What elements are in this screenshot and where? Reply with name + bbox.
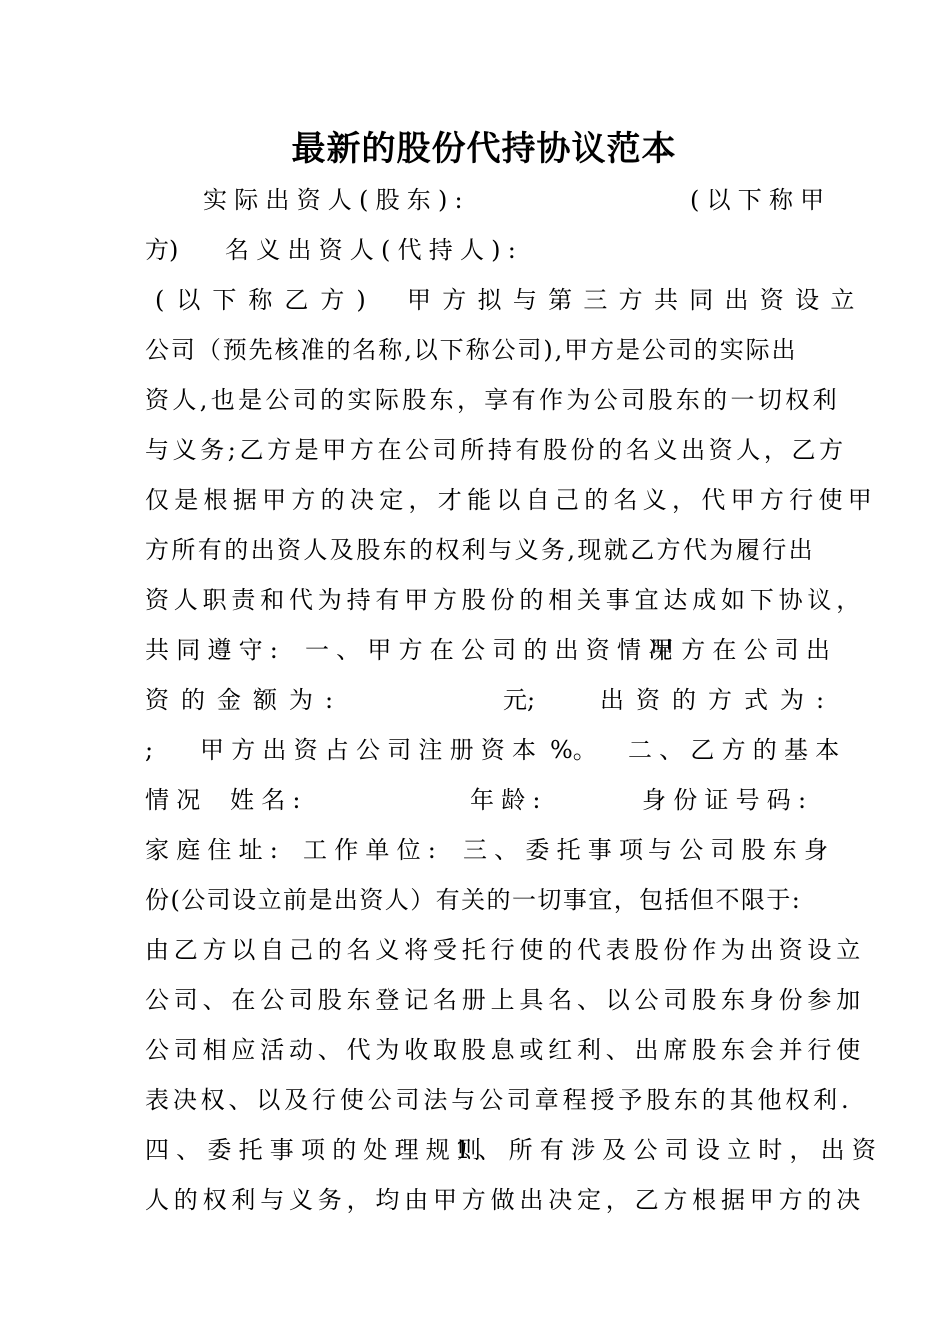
document-title: 最新的股份代持协议范本 (291, 129, 677, 169)
text-segment: 公司（预先核准的名称,以下称公司),甲方是公司的实际出 (145, 336, 798, 364)
text-segment: 情况 (145, 786, 208, 814)
section-heading-4: 四、委托事项的处理规则 (145, 1136, 489, 1164)
field-investment-method-label: 出资的方式为: (600, 686, 837, 714)
text-segment: 仅是根据甲方的决定，才能以自己的名义，代甲方行使甲 (145, 486, 877, 514)
body-line (145, 282, 866, 318)
text-segment: 1、所有涉及公司设立时，出资 (455, 1136, 884, 1164)
body-line (145, 432, 847, 468)
text-segment: 资人职责和代为持有甲方股份的相关事宜达成如下协议， (145, 586, 865, 614)
field-address-label: 家庭住址: (145, 836, 286, 864)
body-line (145, 1082, 853, 1118)
text-segment: 方) (145, 236, 179, 264)
body-line (145, 1032, 865, 1068)
field-employer-label: 工作单位: (303, 836, 444, 864)
body-line (145, 932, 865, 968)
text-segment: 甲方在公司出 (650, 636, 838, 664)
text-segment: (以下称甲 (690, 186, 832, 214)
text-segment: 人的权利与义务，均由甲方做出决定，乙方根据甲方的决 (145, 1186, 865, 1214)
text-segment: 份(公司设立前是出资人）有关的一切事宜，包括但不限于: (145, 886, 802, 914)
text-segment: %。 (550, 736, 597, 764)
text-segment: 表决权、以及行使公司法与公司章程授予股东的其他权利. (145, 1086, 853, 1114)
field-investment-amount-label: 资的金额为: (145, 686, 346, 714)
text-segment: (以下称乙方) (155, 286, 378, 314)
field-actual-investor-label: 实际出资人(股东): (203, 186, 470, 214)
text-segment: 公司相应活动、代为收取股息或红利、出席股东会并行使 (145, 1036, 865, 1064)
body-line (145, 732, 847, 768)
body-line (145, 1132, 884, 1168)
body-line (145, 482, 877, 518)
text-segment: 与公司股东身 (648, 836, 836, 864)
text-segment: 公司、在公司股东登记名册上具名、以公司股东身份参加 (145, 986, 865, 1014)
text-segment: 甲方拟与第三方共同出资设立 (407, 286, 866, 314)
text-segment: 由乙方以自己的名义将受托行使的代表股份作为出资设立 (145, 936, 865, 964)
body-line (145, 832, 836, 868)
field-age-label: 年龄: (470, 786, 548, 814)
body-line (145, 882, 815, 918)
text-segment: 共同遵守: (145, 636, 286, 664)
field-id-number-label: 身份证号码: (642, 786, 814, 814)
field-name-label: 姓名: (230, 786, 308, 814)
text-segment: 元; (503, 686, 536, 714)
body-line (145, 1182, 865, 1218)
field-nominal-investor-label: 名义出资人(代持人): (225, 236, 524, 264)
body-line (145, 682, 837, 718)
text-segment: 方所有的出资人及股东的权利与义务,现就乙方代为履行出 (145, 536, 816, 564)
section-heading-1: 一、甲方在公司的出资情况 (305, 636, 680, 664)
text-segment: 资人,也是公司的实际股东，享有作为公司股东的一切权利 (145, 386, 840, 414)
body-line (145, 632, 838, 668)
section-heading-2: 二、乙方的基本 (628, 736, 847, 764)
body-line (145, 582, 865, 618)
body-line (145, 182, 832, 218)
body-line (145, 982, 865, 1018)
text-segment: 与义务;乙方是甲方在公司所持有股份的名义出资人，乙方 (145, 436, 847, 464)
body-line (145, 782, 815, 818)
body-line (145, 332, 815, 368)
body-line (145, 382, 840, 418)
section-heading-3: 三、委托事项 (463, 836, 651, 864)
body-line (145, 532, 815, 568)
text-segment: ; (145, 736, 154, 764)
field-capital-share-label: 甲方出资占公司注册资本 (200, 736, 544, 764)
body-line (145, 232, 815, 268)
